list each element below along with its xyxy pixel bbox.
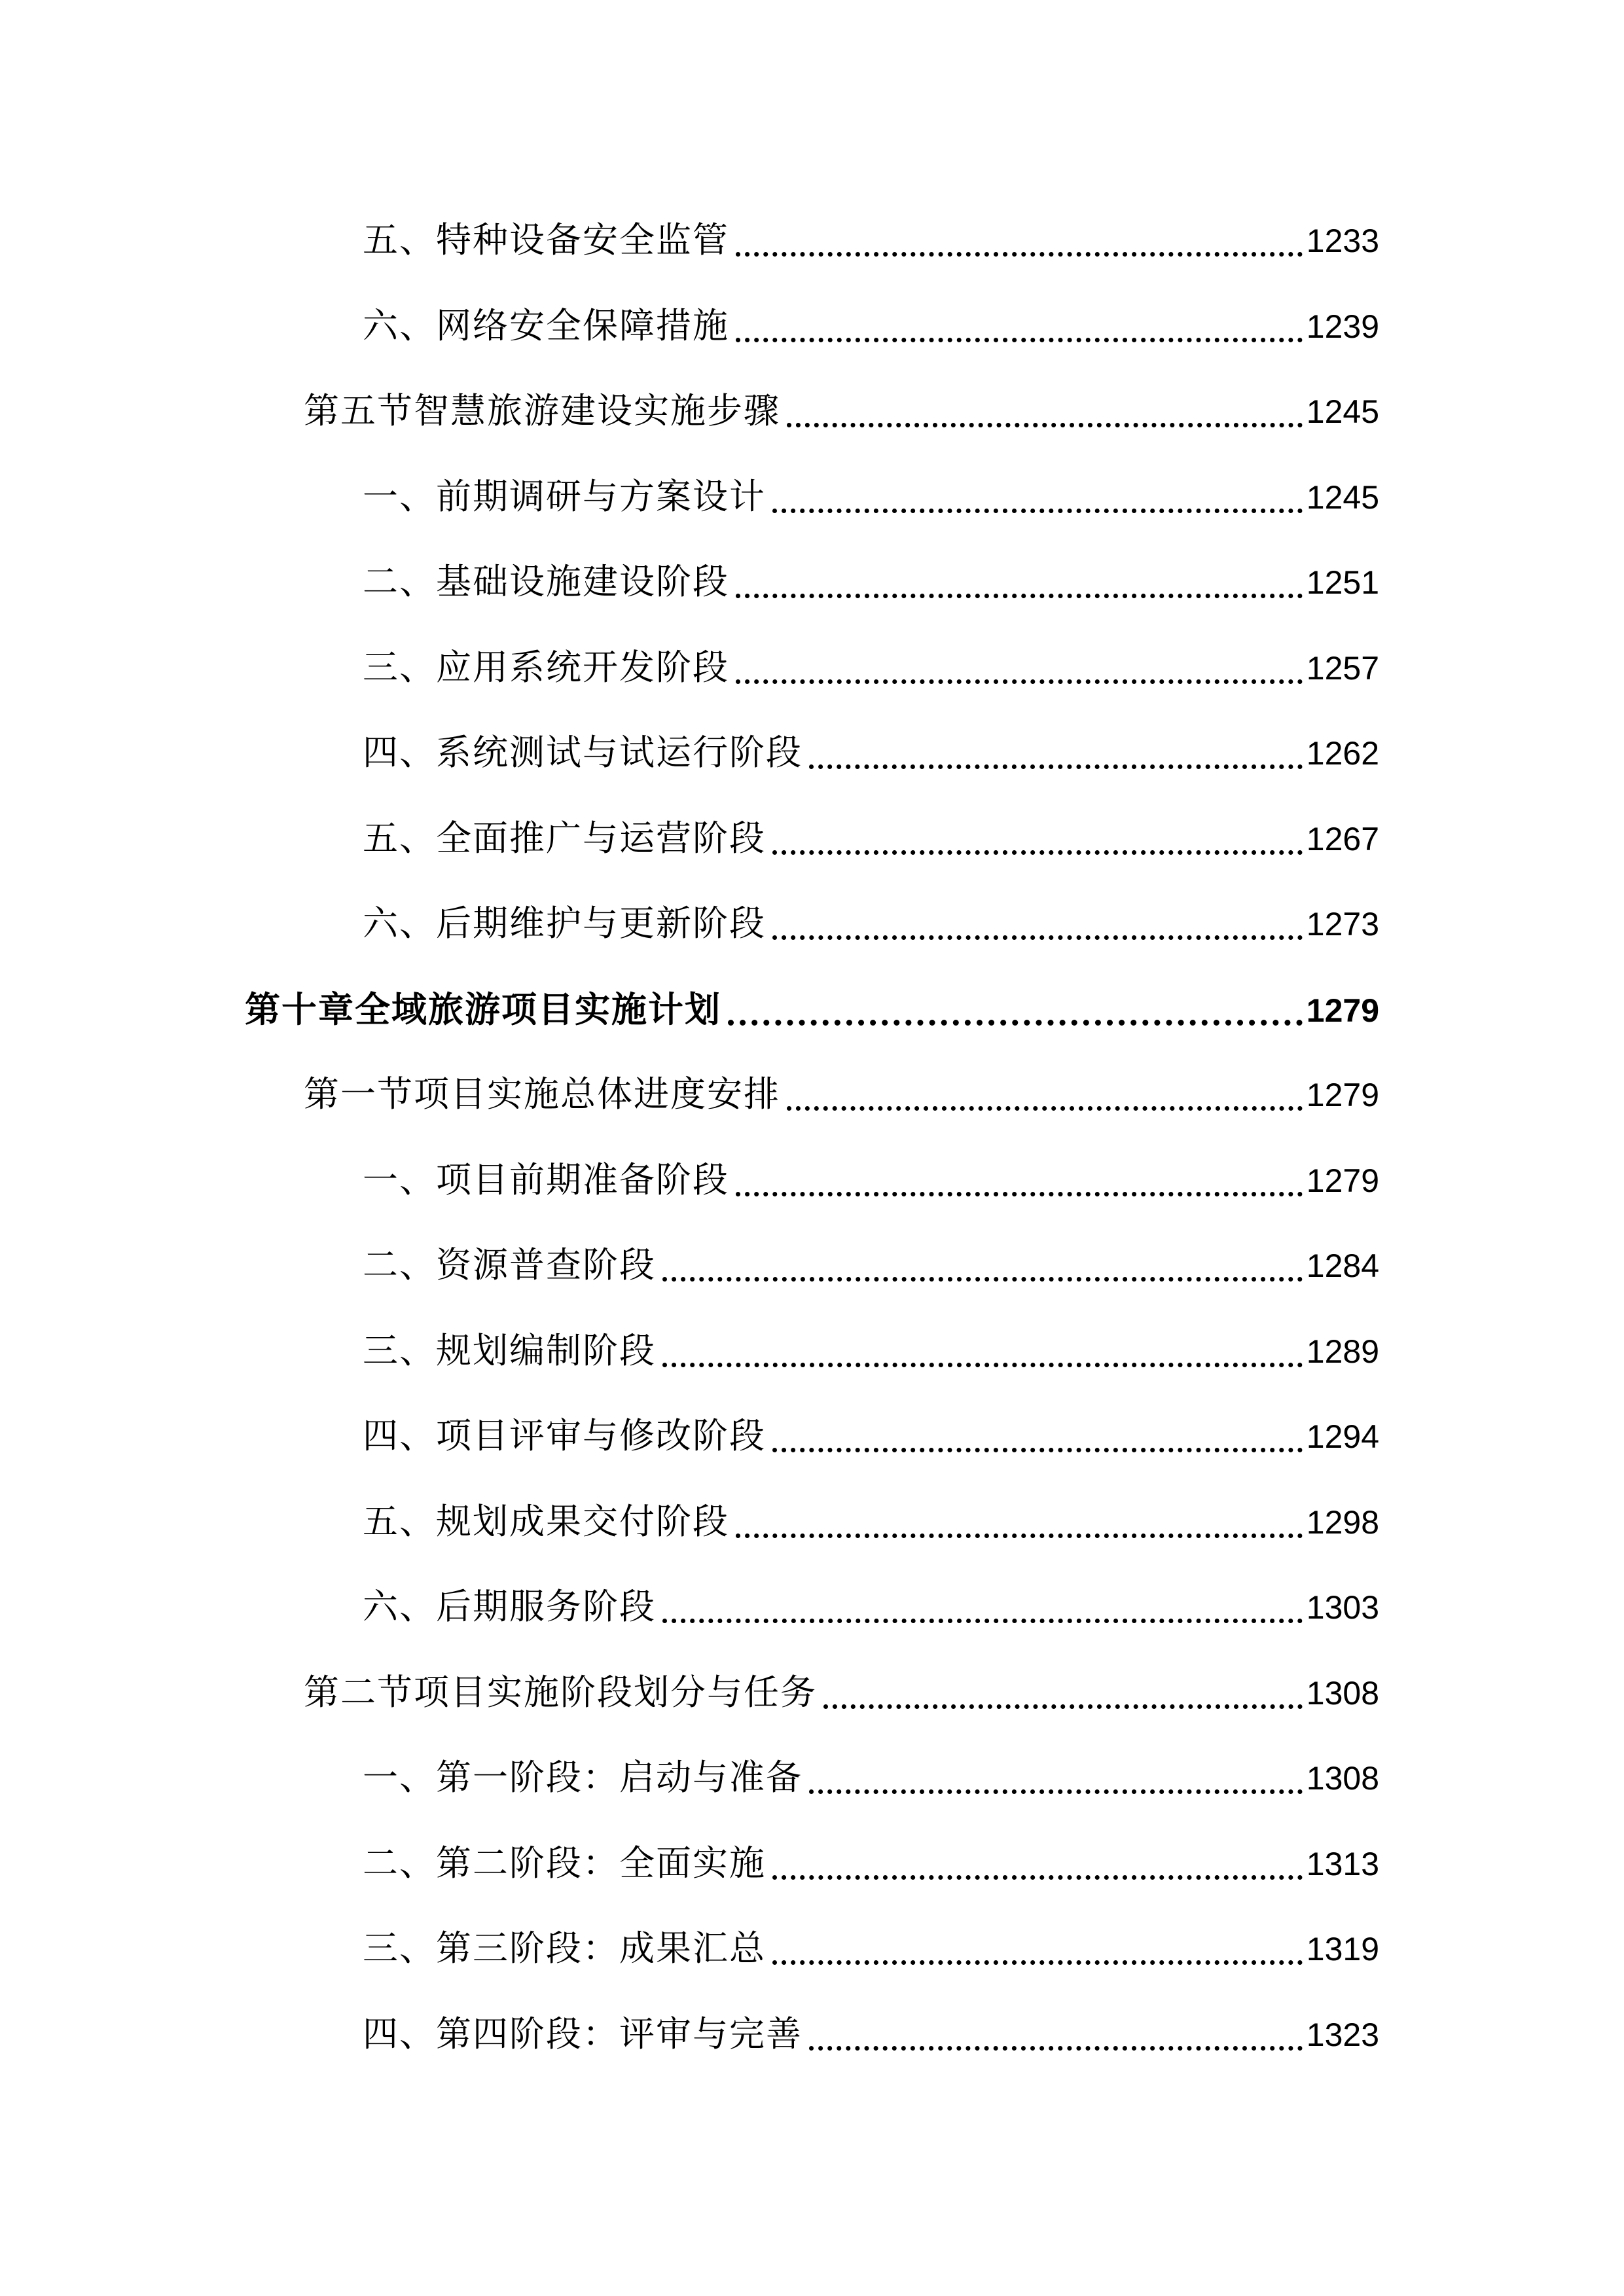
toc-entry-title: 二、基础设施建设阶段 [363, 561, 729, 602]
toc-entry[interactable] [363, 1492, 1379, 1551]
toc-entry-title: 五、全面推广与运营阶段 [363, 817, 766, 859]
toc-dot-leader [772, 473, 1303, 513]
toc-entry-title: 四、项目评审与修改阶段 [363, 1415, 766, 1456]
toc-entry[interactable] [363, 211, 1379, 270]
toc-entry-title: 二、资源普查阶段 [363, 1244, 656, 1285]
toc-entry[interactable] [363, 723, 1379, 782]
toc-entry-title: 六、网络安全保障措施 [363, 304, 729, 346]
toc-dot-leader [736, 217, 1303, 257]
toc-dot-leader [809, 2011, 1303, 2051]
toc-dot-leader [772, 1840, 1303, 1880]
toc-entry-page-number: 1323 [1306, 2016, 1379, 2053]
toc-dot-leader [787, 1071, 1303, 1111]
toc-entry-title: 四、第四阶段：评审与完善 [363, 2013, 803, 2054]
toc-entry[interactable] [363, 552, 1379, 611]
toc-entry-title: 六、后期服务阶段 [363, 1586, 656, 1627]
toc-dot-leader [736, 1498, 1303, 1538]
toc-entry-page-number: 1313 [1306, 1845, 1379, 1882]
toc-entry[interactable] [304, 1065, 1379, 1124]
toc-entry[interactable] [363, 1577, 1379, 1636]
toc-entry-page-number: 1289 [1306, 1333, 1379, 1370]
toc-dot-leader [662, 1242, 1303, 1282]
toc-entry[interactable] [363, 1151, 1379, 1210]
toc-dot-leader [662, 1327, 1303, 1367]
toc-entry-page-number: 1245 [1306, 393, 1379, 430]
toc-dot-leader [772, 900, 1303, 940]
toc-dot-leader [736, 644, 1303, 684]
toc-entry-page-number: 1319 [1306, 1931, 1379, 1967]
toc-entry-page-number: 1308 [1306, 1760, 1379, 1797]
toc-entry-page-number: 1284 [1306, 1247, 1379, 1284]
toc-entry[interactable] [363, 1919, 1379, 1978]
toc-entry[interactable] [363, 1407, 1379, 1465]
toc-dot-leader [728, 984, 1303, 1026]
toc-entry-title: 五、特种设备安全监管 [363, 219, 729, 260]
toc-entry-title: 二、第二阶段：全面实施 [363, 1842, 766, 1884]
toc-entry-title: 三、第三阶段：成果汇总 [363, 1928, 766, 1969]
toc-entry[interactable] [363, 1321, 1379, 1380]
toc-entry-title: 三、规划编制阶段 [363, 1329, 656, 1371]
toc-entry-title: 第一节项目实施总体进度安排 [304, 1073, 780, 1115]
toc-entry-page-number: 1262 [1306, 735, 1379, 772]
toc-entry-title: 五、规划成果交付阶段 [363, 1500, 729, 1542]
toc-entry-title: 一、项目前期准备阶段 [363, 1158, 729, 1200]
toc-dot-leader [772, 1412, 1303, 1452]
toc-dot-leader [736, 558, 1303, 598]
toc-entry[interactable] [363, 1748, 1379, 1807]
toc-dot-leader [809, 729, 1303, 769]
toc-entry-title: 一、前期调研与方案设计 [363, 475, 766, 517]
toc-dot-leader [662, 1583, 1303, 1623]
toc-dot-leader [823, 1669, 1303, 1709]
toc-entry-page-number: 1267 [1306, 820, 1379, 857]
toc-entry-page-number: 1233 [1306, 223, 1379, 259]
toc-entry[interactable] [363, 1834, 1379, 1893]
toc-entry-page-number: 1273 [1306, 906, 1379, 942]
toc-entry-page-number: 1251 [1306, 564, 1379, 601]
toc-entry-page-number: 1245 [1306, 478, 1379, 516]
toc-entry-page-number: 1239 [1306, 308, 1379, 345]
toc-entry[interactable] [363, 638, 1379, 697]
toc-entry-title: 第二节项目实施阶段划分与任务 [304, 1671, 817, 1713]
toc-entry-page-number: 1279 [1306, 1162, 1379, 1199]
toc-entry-page-number: 1303 [1306, 1589, 1379, 1626]
toc-entry[interactable] [363, 1236, 1379, 1295]
toc-entry[interactable] [363, 2005, 1379, 2064]
toc-dot-leader [772, 1925, 1303, 1965]
toc-entry-page-number: 1308 [1306, 1674, 1379, 1712]
toc-entry-page-number: 1257 [1306, 649, 1379, 687]
toc-entry-title: 第十章全域旅游项目实施计划 [245, 988, 721, 1030]
toc-entry[interactable] [363, 894, 1379, 953]
toc-entry-page-number: 1279 [1306, 992, 1379, 1029]
toc-dot-leader [809, 1754, 1303, 1794]
toc-entry-title: 三、应用系统开发阶段 [363, 646, 729, 688]
toc-entry-page-number: 1294 [1306, 1418, 1379, 1455]
toc-dot-leader [736, 1157, 1303, 1196]
toc-entry[interactable] [304, 1663, 1379, 1722]
toc-entry-title: 四、系统测试与试运行阶段 [363, 732, 803, 773]
toc-entry-title: 第五节智慧旅游建设实施步骤 [304, 390, 780, 431]
toc-dot-leader [787, 387, 1303, 427]
toc-entry[interactable] [363, 809, 1379, 868]
toc-entry-title: 一、第一阶段：启动与准备 [363, 1757, 803, 1798]
toc-entry[interactable] [363, 467, 1379, 526]
toc-entry[interactable] [245, 980, 1379, 1039]
toc-entry-page-number: 1298 [1306, 1503, 1379, 1541]
toc-dot-leader [772, 815, 1303, 855]
toc-entry[interactable] [304, 382, 1379, 440]
toc-entry-title: 六、后期维护与更新阶段 [363, 903, 766, 944]
toc-entry[interactable] [363, 296, 1379, 355]
toc-dot-leader [736, 302, 1303, 342]
toc-entry-page-number: 1279 [1306, 1077, 1379, 1113]
